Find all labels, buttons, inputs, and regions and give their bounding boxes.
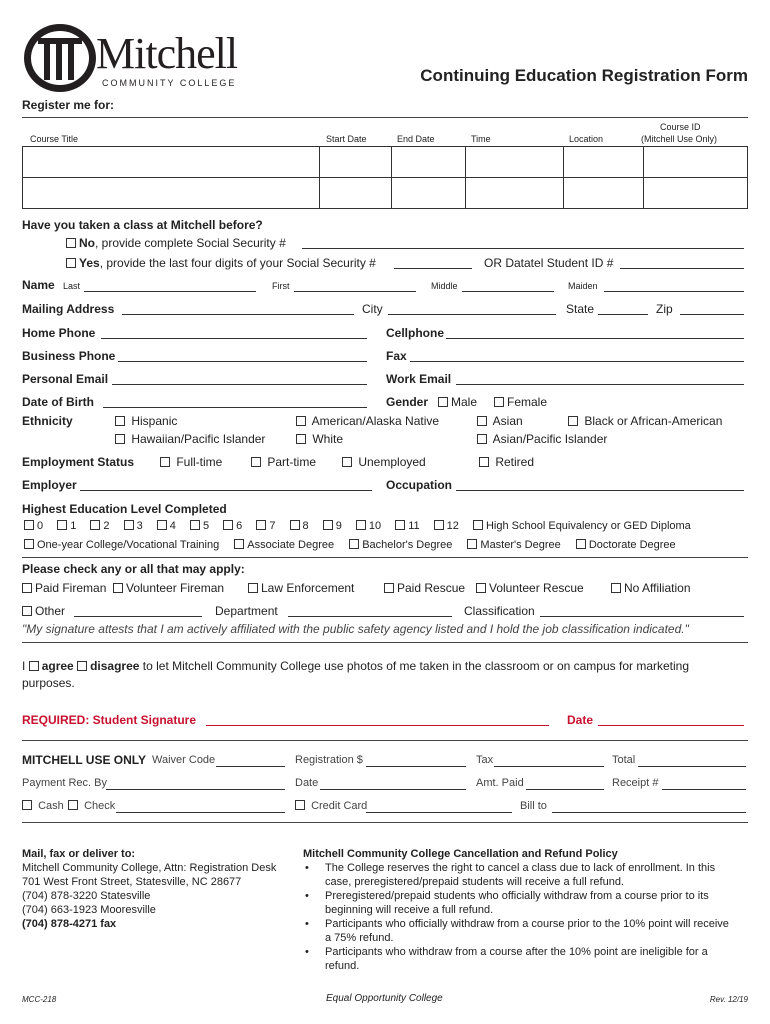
waiver-label: Waiver Code	[152, 754, 216, 766]
city-label: City	[362, 302, 383, 316]
classification-label: Classification	[464, 604, 535, 618]
education-label: Highest Education Level Completed	[22, 502, 227, 516]
ethnicity-checkbox[interactable]	[115, 416, 125, 426]
degree-checkbox[interactable]	[349, 539, 359, 549]
end-date-cell[interactable]	[392, 178, 466, 209]
policy-item: beginning will receive a full refund.	[325, 904, 494, 916]
policy-bullet: •	[305, 862, 309, 874]
registration-label: Registration $	[295, 754, 363, 766]
apply-option: Law Enforcement	[248, 581, 354, 595]
apply-label: Please check any or all that may apply:	[22, 562, 245, 576]
apply-option: Volunteer Rescue	[476, 581, 584, 595]
grade-checkbox[interactable]	[356, 520, 366, 530]
ethnicity-checkbox[interactable]	[568, 416, 578, 426]
degree-checkbox[interactable]	[234, 539, 244, 549]
grade-checkbox[interactable]	[256, 520, 266, 530]
apply-checkbox[interactable]	[611, 583, 621, 593]
datatel-label: OR Datatel Student ID #	[484, 256, 614, 270]
cellphone-label: Cellphone	[386, 326, 445, 340]
mail-line: (704) 663-1923 Mooresville	[22, 904, 156, 916]
office-date-label: Date	[295, 777, 319, 789]
college-logo	[22, 22, 242, 94]
policy-item: Participants who withdraw from a course after the 10% point are ineligible for a	[325, 946, 708, 958]
employment-checkbox[interactable]	[479, 457, 489, 467]
payment-label: Payment Rec. By	[22, 777, 107, 789]
ethnicity-checkbox[interactable]	[115, 434, 125, 444]
time-cell[interactable]	[466, 147, 564, 178]
apply-checkbox[interactable]	[248, 583, 258, 593]
grade-checkbox[interactable]	[290, 520, 300, 530]
apply-option: No Affiliation	[611, 581, 691, 595]
ethnicity-option: American/Alaska Native	[296, 414, 439, 428]
employment-option: Full-time	[160, 455, 222, 469]
disagree-checkbox[interactable]	[77, 661, 87, 671]
policy-item: Preregistered/prepaid students who officially withdraw from a course prior to its	[325, 890, 709, 902]
hs-checkbox[interactable]	[473, 520, 483, 530]
check-checkbox[interactable]	[68, 800, 78, 810]
amt-paid-label: Amt. Paid	[476, 777, 524, 789]
ethnicity-checkbox[interactable]	[477, 416, 487, 426]
home-phone-label: Home Phone	[22, 326, 96, 340]
consent-line-2: purposes.	[22, 676, 75, 690]
ethnicity-checkbox[interactable]	[477, 434, 487, 444]
receipt-label: Receipt #	[612, 777, 659, 789]
mail-line: (704) 878-3220 Statesville	[22, 890, 151, 902]
col-location: Location	[569, 134, 604, 144]
apply-checkbox[interactable]	[384, 583, 394, 593]
ethnicity-option: Asian/Pacific Islander	[477, 432, 607, 446]
credit-option: Credit Card	[295, 800, 367, 812]
employer-label: Employer	[22, 478, 77, 492]
prior-yes-row: Yes, provide the last four digits of your Social Security #	[66, 256, 376, 270]
policy-item: refund.	[325, 960, 360, 972]
male-checkbox[interactable]	[438, 397, 448, 407]
personal-email-label: Personal Email	[22, 372, 109, 386]
col-end-date: End Date	[397, 134, 435, 144]
work-email-label: Work Email	[386, 372, 452, 386]
ethnicity-option: White	[296, 432, 343, 446]
total-label: Total	[612, 754, 636, 766]
grade-checkbox[interactable]	[434, 520, 444, 530]
ethnicity-checkbox[interactable]	[296, 416, 306, 426]
grade-checkbox[interactable]	[395, 520, 405, 530]
policy-item: a 75% refund.	[325, 932, 394, 944]
course-title-cell[interactable]	[23, 178, 320, 209]
course-id-cell	[644, 178, 748, 209]
ethnicity-label: Ethnicity	[22, 414, 73, 428]
policy-bullet: •	[305, 918, 309, 930]
eoc-label: Equal Opportunity College	[326, 993, 443, 1004]
col-time: Time	[471, 134, 491, 144]
gender-label: Gender	[386, 395, 429, 409]
revision: Rev. 12/19	[709, 995, 748, 1004]
department-label: Department	[215, 604, 278, 618]
start-date-cell[interactable]	[320, 178, 392, 209]
no-checkbox[interactable]	[66, 238, 76, 248]
policy-bullet: •	[305, 890, 309, 902]
other-checkbox[interactable]	[22, 606, 32, 616]
apply-checkbox[interactable]	[476, 583, 486, 593]
ethnicity-option: Hawaiian/Pacific Islander	[115, 432, 265, 446]
column-logo-icon	[22, 22, 100, 94]
location-cell[interactable]	[564, 178, 644, 209]
male-option: Male	[438, 395, 477, 409]
employment-option: Retired	[479, 455, 534, 469]
zip-label: Zip	[656, 302, 673, 316]
table-row	[23, 147, 748, 178]
prior-question: Have you taken a class at Mitchell before?	[22, 218, 263, 232]
fax-label: Fax	[386, 349, 407, 363]
occupation-label: Occupation	[386, 478, 453, 492]
dob-label: Date of Birth	[22, 395, 94, 409]
grade-checkbox[interactable]	[190, 520, 200, 530]
location-cell[interactable]	[564, 147, 644, 178]
ethnicity-checkbox[interactable]	[296, 434, 306, 444]
credit-checkbox[interactable]	[295, 800, 305, 810]
apply-option: Paid Fireman	[22, 581, 106, 595]
signature-label: REQUIRED: Student Signature	[22, 713, 197, 727]
agree-checkbox[interactable]	[29, 661, 39, 671]
degree-checkbox[interactable]	[467, 539, 477, 549]
logo-sub: COMMUNITY COLLEGE	[102, 78, 237, 88]
mail-title: Mail, fax or deliver to:	[22, 848, 136, 860]
degree-options: One-year College/Vocational Training Associate Degree Bachelor's Degree Master's Degree Doctorate Degree	[24, 539, 676, 551]
course-title-cell[interactable]	[23, 147, 320, 178]
employment-option: Part-time	[251, 455, 316, 469]
grade-checkbox[interactable]	[323, 520, 333, 530]
grade-checkbox[interactable]	[57, 520, 67, 530]
check-option: Check	[68, 800, 115, 812]
policy-bullet: •	[305, 946, 309, 958]
employment-option: Unemployed	[342, 455, 426, 469]
tax-label: Tax	[476, 754, 494, 766]
signature-date-label: Date	[567, 713, 594, 727]
form-title: Continuing Education Registration Form	[420, 66, 748, 85]
employment-checkbox[interactable]	[251, 457, 261, 467]
maiden-label: Maiden	[568, 281, 598, 291]
policy-item: The College reserves the right to cancel a class due to lack of enrollment. In this	[325, 862, 716, 874]
ethnicity-option: Black or African-American	[568, 414, 722, 428]
attest-statement: "My signature attests that I am actively affiliated with the public safety agency listed and I hold the job classification indicated."	[22, 622, 689, 636]
course-table	[22, 146, 748, 209]
degree-checkbox[interactable]	[24, 539, 34, 549]
consent-line: I agree disagree to let Mitchell Community College use photos of me taken in the classroom or on campus for marketing	[22, 659, 690, 673]
business-phone-label: Business Phone	[22, 349, 116, 363]
col-course-title: Course Title	[30, 134, 79, 144]
employment-checkbox[interactable]	[342, 457, 352, 467]
female-option: Female	[494, 395, 547, 409]
table-row	[23, 178, 748, 209]
last-label: Last	[63, 281, 81, 291]
course-id-cell	[644, 147, 748, 178]
mail-line: 701 West Front Street, Statesville, NC 28677	[22, 876, 242, 888]
grade-checkbox[interactable]	[157, 520, 167, 530]
employment-checkbox[interactable]	[160, 457, 170, 467]
yes-checkbox[interactable]	[66, 258, 76, 268]
ethnicity-option: Asian	[477, 414, 523, 428]
register-label: Register me for:	[22, 98, 115, 112]
first-label: First	[272, 281, 290, 291]
mailing-label: Mailing Address	[22, 302, 115, 316]
logo-name: Mitchell	[96, 29, 238, 78]
grade-checkbox[interactable]	[124, 520, 134, 530]
apply-option: Paid Rescue	[384, 581, 465, 595]
grade-options: 0 1 2 3 4 5 6 7 8 9 10 11 12 High School Equivalency or GED Diploma	[24, 520, 691, 532]
employment-label: Employment Status	[22, 455, 135, 469]
other-option: Other	[22, 604, 65, 618]
policy-item: case, preregistered/prepaid students will receive a full refund.	[325, 876, 624, 888]
ethnicity-option: Hispanic	[115, 414, 177, 428]
form-code: MCC-218	[22, 995, 57, 1004]
apply-checkbox[interactable]	[22, 583, 32, 593]
state-label: State	[566, 302, 595, 316]
female-checkbox[interactable]	[494, 397, 504, 407]
grade-checkbox[interactable]	[223, 520, 233, 530]
cash-option: Cash	[22, 800, 64, 812]
policy-title: Mitchell Community College Cancellation and Refund Policy	[303, 848, 618, 860]
mail-fax: (704) 878-4271 fax	[22, 918, 117, 930]
col-course-id-sub: (Mitchell Use Only)	[641, 134, 718, 144]
grade-checkbox[interactable]	[90, 520, 100, 530]
bill-to-label: Bill to	[520, 800, 547, 812]
mail-line: Mitchell Community College, Attn: Registration Desk	[22, 862, 277, 874]
apply-checkbox[interactable]	[113, 583, 123, 593]
col-start-date: Start Date	[326, 134, 367, 144]
policy-item: Participants who officially withdraw from a course prior to the 10% point will receive	[325, 918, 729, 930]
degree-checkbox[interactable]	[576, 539, 586, 549]
start-date-cell[interactable]	[320, 147, 392, 178]
name-label: Name	[22, 278, 55, 292]
middle-label: Middle	[431, 281, 458, 291]
col-course-id: Course ID	[660, 122, 701, 132]
office-label: MITCHELL USE ONLY	[22, 753, 147, 767]
cash-checkbox[interactable]	[22, 800, 32, 810]
grade-checkbox[interactable]	[24, 520, 34, 530]
end-date-cell[interactable]	[392, 147, 466, 178]
apply-option: Volunteer Fireman	[113, 581, 224, 595]
time-cell[interactable]	[466, 178, 564, 209]
prior-no-row: No, provide complete Social Security #	[66, 236, 286, 250]
